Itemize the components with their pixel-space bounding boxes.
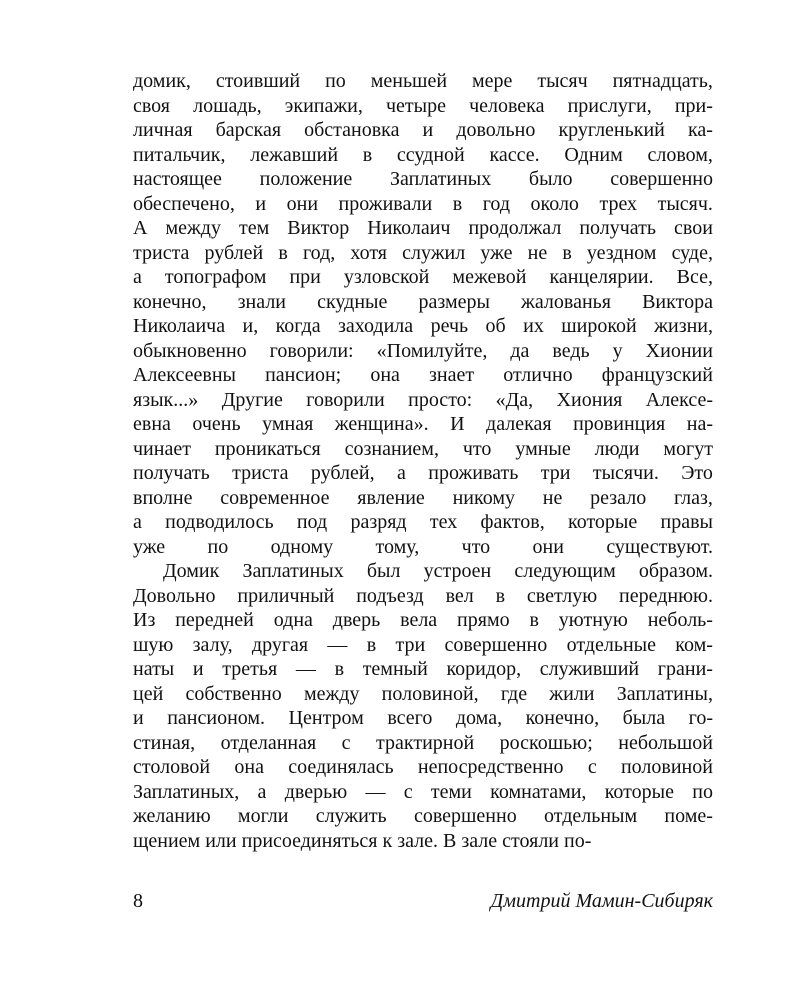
paragraph: [133, 559, 713, 853]
text-line: столовой она соединялась непосредственно с половиной: [133, 756, 713, 778]
text-line: питальчик, лежавший в ссудной кассе. Одним словом,: [133, 143, 713, 166]
text-line: Довольно приличный подъезд вел в светлую переднюю.: [133, 584, 713, 607]
text-line: Домик Заплатиных был устроен следующим образом.: [163, 560, 713, 582]
text-line: личная барская обстановка и довольно кругленький ка-: [133, 119, 713, 141]
text-line: Заплатиных, а дверью — с теми комнатами, которые по: [133, 780, 713, 803]
text-line: щением или присоединяться к зале. В зале стояли по-: [133, 829, 592, 852]
running-title: Дмитрий Мамин-Сибиряк: [490, 890, 713, 912]
text-line: евна очень умная женщина». И далекая провинция на-: [133, 413, 713, 435]
paragraph: [133, 69, 713, 559]
text-line: уже по одному тому, что они существуют.: [133, 535, 713, 558]
text-line: стиная, отделанная с трактирной роскошью; небольшой: [133, 731, 713, 754]
page-number: 8: [133, 890, 143, 912]
text-line: настоящее положение Заплатиных было совершенно: [133, 168, 713, 190]
text-line: получать триста рублей, а проживать три тысячи. Это: [133, 462, 713, 484]
text-line: желанию могли служить совершенно отдельным поме-: [133, 805, 713, 827]
text-line: язык...» Другие говорили просто: «Да, Хиония Алексе-: [133, 388, 713, 411]
text-line: А между тем Виктор Николаич продолжал получать свои: [133, 217, 713, 239]
text-line: Николаича и, когда заходила речь об их широкой жизни,: [133, 315, 713, 337]
text-line: цей собственно между половиной, где жили Заплатины,: [133, 682, 713, 705]
text-line: шую залу, другая — в три совершенно отдельные ком-: [133, 633, 713, 656]
body-text: [133, 69, 713, 853]
page-footer: [133, 886, 713, 916]
text-line: чинает проникаться сознанием, что умные люди могут: [133, 437, 713, 460]
text-line: а подводилось под разряд тех фактов, которые правы: [133, 511, 713, 533]
text-line: наты и третья — в темный коридор, служивший грани-: [133, 658, 713, 680]
text-line: Алексеевны пансион; она знает отлично французский: [133, 364, 713, 386]
text-line: триста рублей в год, хотя служил уже не в уездном суде,: [133, 241, 713, 264]
text-line: конечно, знали скудные размеры жалованья Виктора: [133, 290, 713, 313]
text-line: вполне современное явление никому не резало глаз,: [133, 486, 713, 509]
text-line: обыкновенно говорили: «Помилуйте, да ведь у Хионии: [133, 339, 713, 362]
text-line: а топографом при узловской межевой канцелярии. Все,: [133, 266, 713, 288]
text-line: домик, стоивший по меньшей мере тысяч пятнадцать,: [133, 70, 713, 92]
text-line: Из передней одна дверь вела прямо в уютную неболь-: [133, 609, 713, 631]
text-line: обеспечено, и они проживали в год около трех тысяч.: [133, 192, 713, 215]
text-line: своя лошадь, экипажи, четыре человека прислуги, при-: [133, 94, 713, 117]
text-line: и пансионом. Центром всего дома, конечно, была го-: [133, 707, 713, 729]
